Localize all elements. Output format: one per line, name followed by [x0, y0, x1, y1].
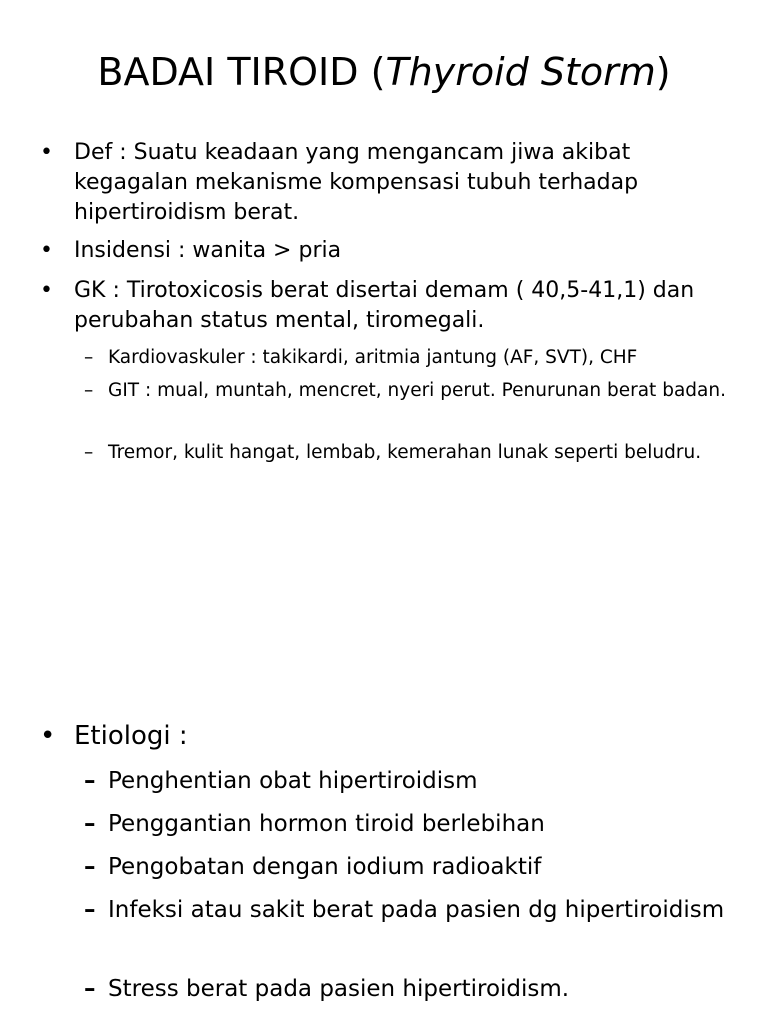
bullet-text: GK : Tirotoxicosis berat disertai demam ( 40,5-41,1) dan perubahan status mental, tiromegali.	[74, 278, 695, 333]
dash-marker: –	[84, 380, 94, 401]
bullet-marker: •	[40, 238, 53, 263]
title-main: BADAI TIROID (	[97, 50, 386, 94]
bullet-clinical	[40, 276, 740, 336]
etiology-item	[84, 972, 734, 1006]
title-close: )	[655, 50, 671, 94]
dash-marker: –	[84, 854, 96, 880]
bullet-text: Def : Suatu keadaan yang mengancam jiwa akibat kegagalan mekanisme kompensasi tubuh terhadap hipertiroidism berat.	[74, 140, 639, 225]
etiology-item	[84, 850, 734, 884]
sub-bullet-text: GIT : mual, muntah, mencret, nyeri perut. Penurunan berat badan.	[108, 380, 726, 401]
sub-bullet-cardio	[84, 345, 734, 370]
dash-marker: –	[84, 897, 96, 923]
dash-marker: –	[84, 768, 96, 794]
etiology-item	[84, 893, 734, 927]
dash-marker: –	[84, 811, 96, 837]
title-italic: Thyroid Storm	[385, 50, 656, 94]
etiology-heading-text: Etiologi :	[74, 721, 188, 751]
etiology-item-text: Penggantian hormon tiroid berlebihan	[108, 811, 545, 837]
dash-marker: –	[84, 347, 94, 368]
bullet-marker: •	[40, 140, 53, 165]
bullet-definition	[40, 138, 740, 228]
etiology-item-text: Penghentian obat hipertiroidism	[108, 768, 478, 794]
sub-bullet-skin	[84, 440, 734, 465]
etiology-item-text: Stress berat pada pasien hipertiroidism.	[108, 976, 570, 1002]
slide-title	[0, 46, 768, 98]
dash-marker: –	[84, 976, 96, 1002]
bullet-marker: •	[40, 721, 56, 751]
etiology-item	[84, 764, 734, 798]
etiology-item-text: Pengobatan dengan iodium radioaktif	[108, 854, 542, 880]
bullet-marker: •	[40, 278, 53, 303]
etiology-heading	[40, 718, 740, 754]
sub-bullet-text: Kardiovaskuler : takikardi, aritmia jantung (AF, SVT), CHF	[108, 347, 638, 368]
bullet-incidence	[40, 236, 740, 266]
etiology-item	[84, 807, 734, 841]
sub-bullet-git	[84, 378, 734, 403]
bullet-text: Insidensi : wanita > pria	[74, 238, 342, 263]
etiology-item-text: Infeksi atau sakit berat pada pasien dg hipertiroidism	[108, 897, 725, 923]
dash-marker: –	[84, 442, 94, 463]
sub-bullet-text: Tremor, kulit hangat, lembab, kemerahan lunak seperti beludru.	[108, 442, 702, 463]
